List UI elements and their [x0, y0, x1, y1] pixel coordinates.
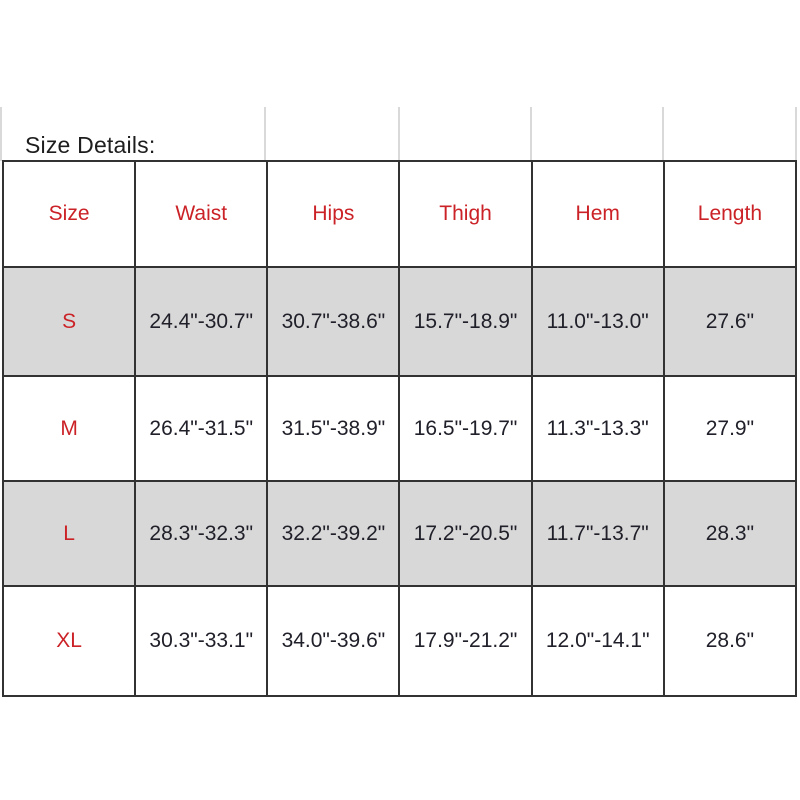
- waist-cell: 28.3"-32.3": [135, 481, 267, 586]
- grid-line: [662, 107, 664, 161]
- grid-line: [530, 107, 532, 161]
- table-row-xl: [3, 586, 796, 696]
- table-row-s: [3, 267, 796, 376]
- column-header-hem: Hem: [532, 161, 664, 267]
- waist-cell: 24.4"-30.7": [135, 267, 267, 376]
- table-header-row: [3, 161, 796, 267]
- length-cell: 28.6": [664, 586, 796, 696]
- thigh-cell: 17.2"-20.5": [399, 481, 531, 586]
- hem-cell: 11.0"-13.0": [532, 267, 664, 376]
- grid-line: [398, 107, 400, 161]
- length-cell: 27.6": [664, 267, 796, 376]
- size-cell: M: [3, 376, 135, 481]
- grid-line: [795, 107, 797, 161]
- size-chart-table: [2, 160, 797, 697]
- grid-line: [0, 107, 2, 161]
- thigh-cell: 17.9"-21.2": [399, 586, 531, 696]
- hem-cell: 11.3"-13.3": [532, 376, 664, 481]
- length-cell: 28.3": [664, 481, 796, 586]
- size-details-title: Size Details:: [25, 132, 156, 158]
- table-row-m: [3, 376, 796, 481]
- hips-cell: 34.0"-39.6": [267, 586, 399, 696]
- column-header-hips: Hips: [267, 161, 399, 267]
- size-cell: L: [3, 481, 135, 586]
- hips-cell: 30.7"-38.6": [267, 267, 399, 376]
- column-header-size: Size: [3, 161, 135, 267]
- hips-cell: 31.5"-38.9": [267, 376, 399, 481]
- thigh-cell: 16.5"-19.7": [399, 376, 531, 481]
- column-header-length: Length: [664, 161, 796, 267]
- grid-line: [264, 107, 266, 161]
- thigh-cell: 15.7"-18.9": [399, 267, 531, 376]
- size-cell: S: [3, 267, 135, 376]
- hips-cell: 32.2"-39.2": [267, 481, 399, 586]
- table-row-l: [3, 481, 796, 586]
- waist-cell: 30.3"-33.1": [135, 586, 267, 696]
- hem-cell: 12.0"-14.1": [532, 586, 664, 696]
- column-header-waist: Waist: [135, 161, 267, 267]
- hem-cell: 11.7"-13.7": [532, 481, 664, 586]
- size-cell: XL: [3, 586, 135, 696]
- waist-cell: 26.4"-31.5": [135, 376, 267, 481]
- length-cell: 27.9": [664, 376, 796, 481]
- column-header-thigh: Thigh: [399, 161, 531, 267]
